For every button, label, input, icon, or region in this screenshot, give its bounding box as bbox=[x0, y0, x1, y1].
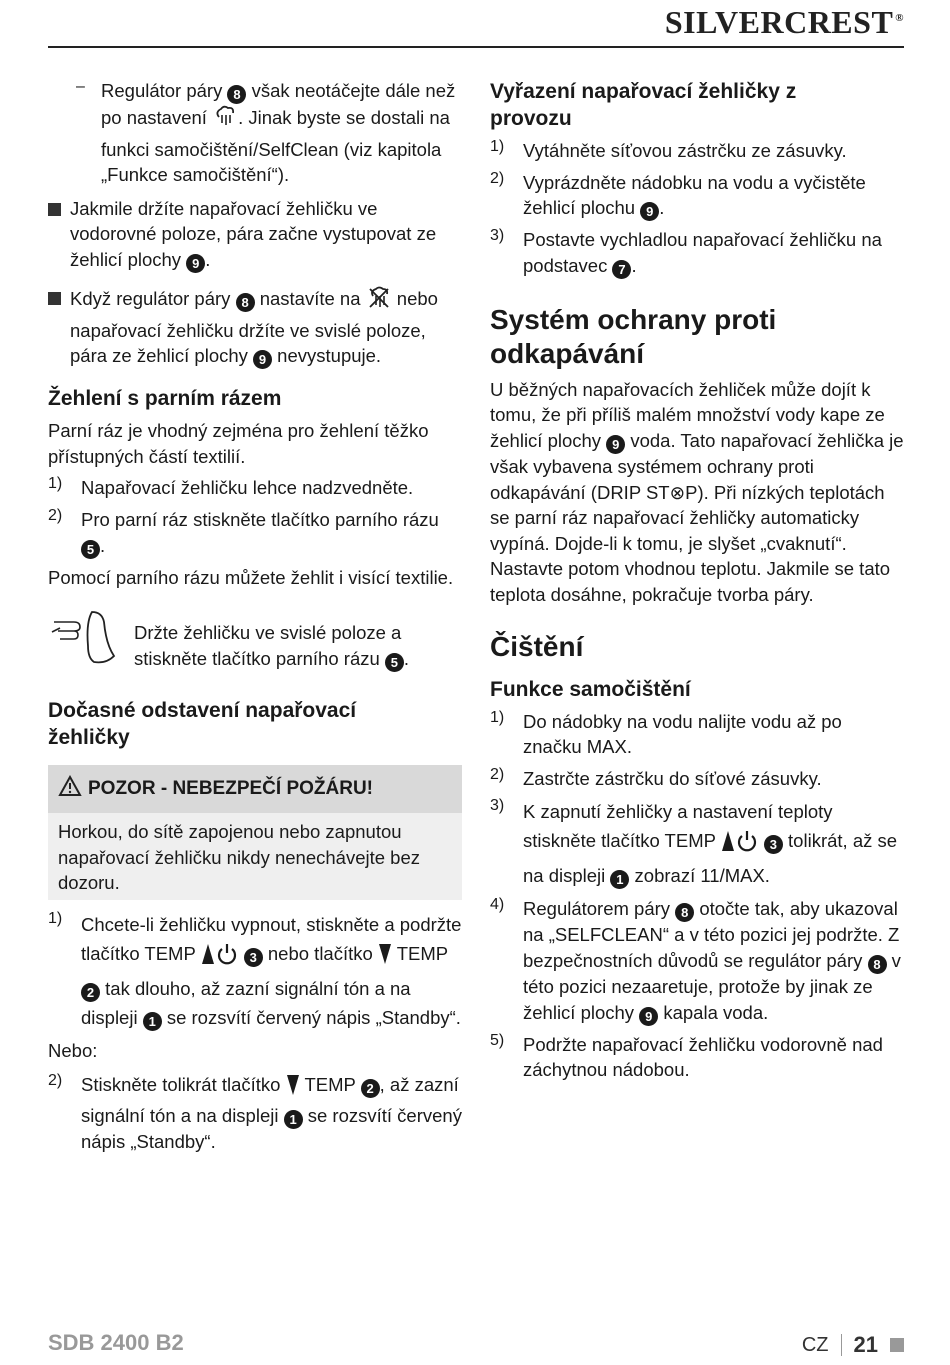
list-item: 2) Pro parní ráz stiskněte tlačítko parního rázu 5 . bbox=[48, 506, 439, 557]
list-item: 3) K zapnutí žehličky a nastavení teploty stiskněte tlačítko TEMP 3 tolikrát, až se na displeji 1 zobrazí 11/MAX. bbox=[490, 797, 898, 888]
power-icon bbox=[215, 942, 239, 974]
brand-logo: SILVERCREST ® bbox=[664, 4, 904, 40]
list-item: 5) Podržte napařovací žehličku vodorovně nad záchytnou nádobou. bbox=[490, 1031, 883, 1081]
part-number-badge: 1 bbox=[143, 1012, 162, 1031]
bullet-item: Jakmile držíte napařovací žehličku ve vodorovné poloze, pára začne vystupovat ze žehlicí plochy 9 . bbox=[48, 196, 462, 273]
part-number-badge: 9 bbox=[186, 254, 205, 273]
footer-separator bbox=[841, 1334, 842, 1356]
part-number-badge: 3 bbox=[244, 948, 263, 967]
list-item: 2) Vyprázdněte nádobku na vodu a vyčistěte žehlicí plochu 9 . bbox=[490, 169, 866, 220]
list-item: 1) Vytáhněte síťovou zástrčku ze zásuvky. bbox=[490, 138, 847, 161]
subsection-heading: Funkce samočištění bbox=[490, 677, 691, 701]
temp-up-icon bbox=[201, 942, 215, 974]
part-number-badge: 5 bbox=[81, 540, 100, 559]
list-item: 2) Zastrčte zástrčku do síťové zásuvky. bbox=[490, 765, 822, 789]
part-number-badge: 8 bbox=[236, 293, 255, 312]
selfclean-steam-icon bbox=[212, 104, 238, 137]
part-number-badge: 1 bbox=[284, 1110, 303, 1129]
part-number-badge: 8 bbox=[227, 85, 246, 104]
footer-model: SDB 2400 B2 bbox=[48, 1330, 184, 1355]
left-column bbox=[48, 78, 462, 1161]
list-item: 4) Regulátorem páry 8 otočte tak, aby ukazoval na „SELFCLEAN“ a v této pozici jej podržte. Z bezpečnostních důvodů se regulátor páry 8 v této pozici nezaaretuje, protože by jinak ze žehlicí plochy 9 kapala voda. bbox=[490, 896, 901, 1024]
list-item: 1) Do nádobky na vodu nalijte vodu až po značku MAX. bbox=[490, 708, 842, 758]
part-number-badge: 9 bbox=[606, 435, 625, 454]
warning-text: Horkou, do sítě zapojenou nebo zapnutou napařovací žehličku nikdy nenechávejte bez dozoru. bbox=[58, 821, 421, 894]
part-number-badge: 9 bbox=[639, 1007, 658, 1026]
part-number-badge: 8 bbox=[868, 955, 887, 974]
footer-square-icon bbox=[890, 1338, 904, 1352]
part-number-badge: 2 bbox=[81, 983, 100, 1002]
bullet-item: Když regulátor páry 8 nastavíte na nebo napařovací žehličku držíte ve svislé poloze, pára ze žehlicí plochy 9 nevystupuje. bbox=[48, 285, 462, 369]
power-icon bbox=[735, 829, 759, 861]
part-number-badge: 9 bbox=[253, 350, 272, 369]
bullet-square-icon bbox=[48, 292, 61, 305]
right-column bbox=[490, 78, 904, 1089]
no-steam-icon bbox=[366, 285, 392, 318]
footer-page-info bbox=[802, 1332, 904, 1358]
list-item: 3) Postavte vychladlou napařovací žehličku na podstavec 7 . bbox=[490, 227, 882, 277]
bullet-square-icon bbox=[48, 203, 61, 216]
temp-down-icon bbox=[286, 1073, 300, 1104]
part-number-badge: 3 bbox=[764, 835, 783, 854]
paragraph: U běžných napařovacích žehliček může dojít k tomu, že při příliš malém množství vody kape ze žehlicí plochy 9 voda. Tato napařovací žehlička je však vybavena systémem ochrany proti odkapávání (DRIP ST⊗P). Při nízkých teplotách se parní ráz napařovací žehličky automaticky vypíná. Dojde-li k tomu, je slyšet „cvaknutí“. Nastavte potom vhodnou teplotu. Jakmile se tato teplota dosáhne, pokračuje tvorba páry. bbox=[490, 378, 904, 605]
section-heading: Čištění bbox=[490, 630, 584, 662]
list-item: 2) Stiskněte tolikrát tlačítko TEMP 2 , až zazní signální tón a na displeji 1 se rozsvítí červený nápis „Standby“. bbox=[48, 1071, 462, 1153]
steps-shot-list bbox=[48, 475, 462, 558]
paragraph: Pomocí parního rázu můžete žehlit i visící textilie. bbox=[48, 566, 454, 588]
section-heading: Žehlení s parním rázem bbox=[48, 387, 282, 411]
part-number-badge: 7 bbox=[612, 260, 631, 279]
list-item: 1) Chcete-li žehličku vypnout, stiskněte a podržte tlačítko TEMP 3 nebo tlačítko TEMP 2 tak dlouho, až zazní signální tón a na displeji 1 se rozsvítí červený nápis „Standby“. bbox=[48, 909, 462, 1029]
section-heading: Dočasné odstavení napařovací žehličky bbox=[48, 699, 357, 750]
dash-list-item: – Regulátor páry 8 však neotáčejte dále než po nastavení . Jinak byste se dostali na funkci samočištění/SelfClean (viz kapitola „Funkce samočištění“). bbox=[76, 78, 456, 186]
temp-down-icon bbox=[378, 942, 392, 974]
steps-off-list bbox=[490, 138, 904, 279]
header-rule bbox=[48, 46, 904, 48]
footer-language: CZ bbox=[801, 1333, 829, 1356]
warning-box bbox=[48, 765, 462, 900]
paragraph: Nebo: bbox=[48, 1039, 98, 1061]
part-number-badge: 2 bbox=[361, 1079, 380, 1098]
hand-iron-icon bbox=[48, 608, 134, 673]
page-number: 21 bbox=[853, 1332, 878, 1357]
section-heading: Systém ochrany proti odkapávání bbox=[490, 303, 777, 369]
warning-title: POZOR - NEBEZPEČÍ POŽÁRU! bbox=[88, 778, 374, 800]
section-heading: Vyřazení napařovací žehličky z provozu bbox=[490, 80, 797, 130]
list-item: 1) Napařovací žehličku lehce nadzvedněte. bbox=[48, 475, 414, 499]
part-number-badge: 9 bbox=[640, 202, 659, 221]
paragraph: Parní ráz je vhodný zejména pro žehlení těžko přístupných částí textilií. bbox=[48, 420, 429, 467]
part-number-badge: 1 bbox=[610, 870, 629, 889]
hand-note: Držte žehličku ve svislé poloze a stiskněte tlačítko parního rázu 5 . bbox=[48, 608, 462, 673]
temp-up-icon bbox=[721, 829, 735, 861]
part-number-badge: 5 bbox=[385, 653, 404, 672]
warning-triangle-icon bbox=[58, 775, 82, 803]
part-number-badge: 8 bbox=[675, 903, 694, 922]
